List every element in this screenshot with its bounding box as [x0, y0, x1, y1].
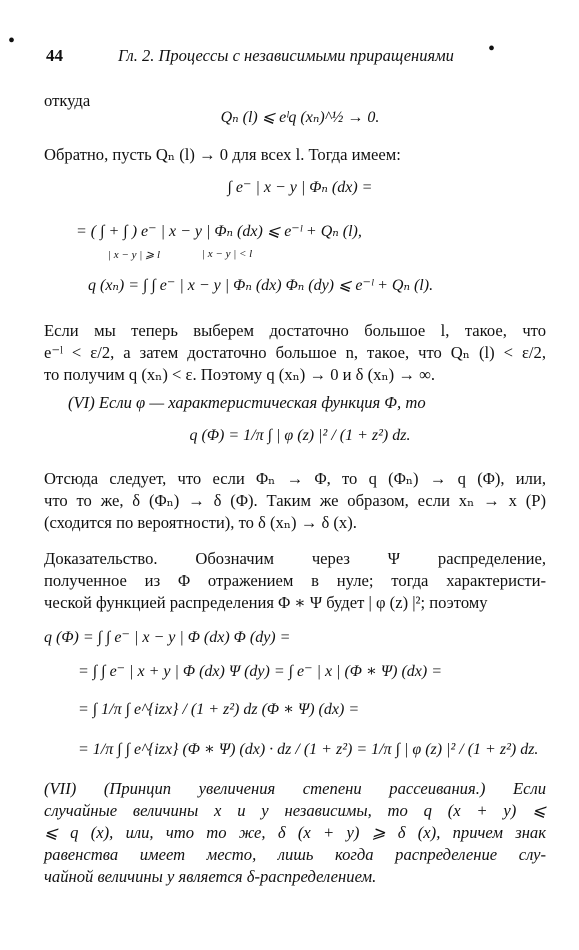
formula: ∫ e⁻ | x − y | Φₙ (dx) = — [227, 179, 373, 196]
text-line: Отсюда следует, что если Φₙ → Φ, то q (Φₙ) → q (Φ), или, — [44, 469, 546, 488]
proposition-line: ⩽ q (x), или, что то же, δ (x + y) ⩾ δ (x), причем знак — [44, 823, 546, 842]
text-line: что то же, δ (Φₙ) → δ (Φ). Таким же образом, если xₙ → x (P) — [44, 491, 546, 510]
proposition-line: (VI) Если φ — характеристическая функция Φ, то — [68, 393, 426, 412]
formula: = 1/π ∫ ∫ e^{izx} (Φ ∗ Ψ) (dx) · dz / (1 + z²) = 1/π ∫ | φ (z) |² / (1 + z²) dz. — [78, 741, 539, 758]
formula: q (xₙ) = ∫ ∫ e⁻ | x − y | Φₙ (dx) Φₙ (dy) ⩽ e⁻ˡ + Qₙ (l). — [88, 277, 434, 294]
proposition-line: случайные величины x и y независимы, то q (x + y) ⩽ — [44, 801, 546, 820]
formula: Qₙ (l) ⩽ eˡq (xₙ)^½ → 0. — [220, 109, 380, 126]
formula-subscript: | x − y | ⩾ l — [108, 249, 161, 261]
formula: = ∫ ∫ e⁻ | x + y | Φ (dx) Ψ (dy) = ∫ e⁻ | x | (Φ ∗ Ψ) (dx) = — [78, 663, 442, 680]
proposition-line: чайной величины y является δ-распределением. — [44, 867, 377, 886]
proposition-line: (VII) (Принцип увеличения степени рассеивания.) Если — [44, 779, 546, 798]
text-line: Обратно, пусть Qₙ (l) → 0 для всех l. Тогда имеем: — [44, 145, 401, 164]
running-title: Гл. 2. Процессы с независимыми приращениями — [118, 46, 454, 65]
formula: q (Φ) = 1/π ∫ | φ (z) |² / (1 + z²) dz. — [189, 427, 411, 444]
proof-line: Доказательство. Обозначим через Ψ распределение, — [44, 549, 546, 568]
formula: = ( ∫ + ∫ ) e⁻ | x − y | Φₙ (dx) ⩽ e⁻ˡ + Qₙ (l), — [76, 223, 362, 240]
formula: = ∫ 1/π ∫ e^{izx} / (1 + z²) dz (Φ ∗ Ψ) (dx) = — [78, 701, 360, 718]
proposition-line: равенства имеет место, лишь когда распределение слу- — [44, 845, 546, 864]
margin-dot: • — [8, 30, 16, 52]
formula: q (Φ) = ∫ ∫ e⁻ | x − y | Φ (dx) Φ (dy) = — [44, 629, 291, 646]
text-line: полученное из Φ отражением в нуле; тогда характеристи- — [44, 571, 546, 590]
page-number: 44 — [46, 46, 63, 65]
text-line: Если мы теперь выберем достаточно большое l, такое, что — [44, 321, 546, 340]
text-line: e⁻ˡ < ε/2, а затем достаточно большое n, такое, что Qₙ (l) < ε/2, — [44, 343, 546, 362]
text-line: откуда — [44, 91, 91, 110]
margin-dot: • — [488, 38, 496, 60]
text-line: то получим q (xₙ) < ε. Поэтому q (xₙ) → 0 и δ (xₙ) → ∞. — [44, 365, 436, 384]
text-line: (сходится по вероятности), то δ (xₙ) → δ (x). — [44, 513, 357, 532]
text-line: ческой функцией распределения Φ ∗ Ψ будет | φ (z) |²; поэтому — [44, 593, 488, 612]
formula-subscript: | x − y | < l — [202, 248, 253, 260]
